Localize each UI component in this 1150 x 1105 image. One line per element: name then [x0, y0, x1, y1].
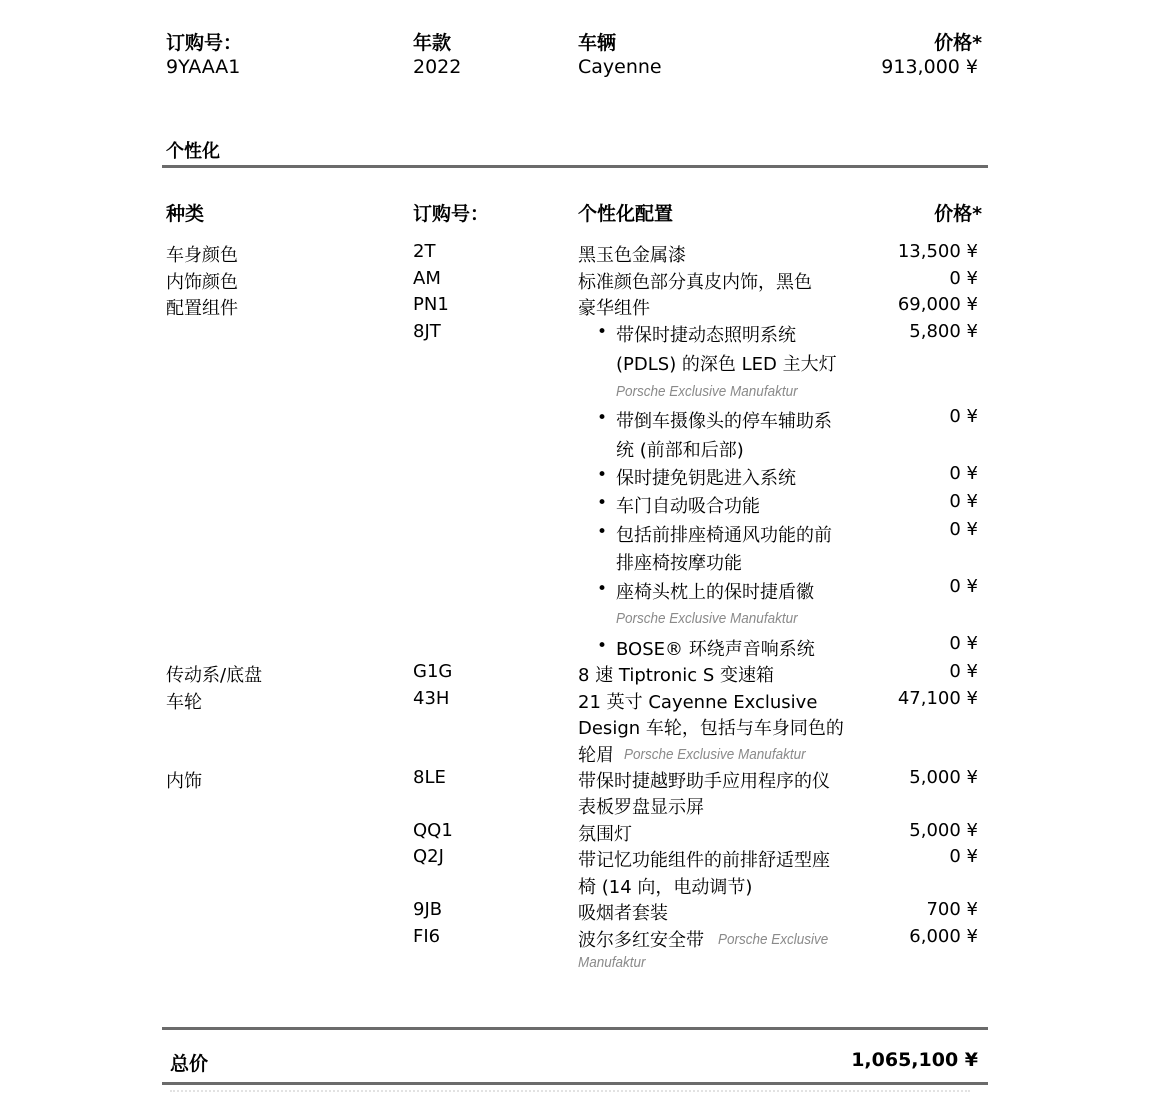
item-line: 带倒车摄像头的停车辅助系 [616, 411, 832, 432]
col-price-header: 价格* [934, 203, 982, 225]
row-description: 21 英寸 Cayenne Exclusive [578, 692, 818, 713]
manufaktur-note [624, 744, 826, 763]
section-title: 个性化 [166, 141, 220, 162]
manufaktur-note [616, 608, 818, 627]
item-line: 带保时捷动态照明系统 [616, 325, 796, 346]
manufaktur-note-text: Porsche Exclusive Manufaktur [616, 383, 798, 400]
bullet-icon: • [597, 465, 608, 485]
total-label: 总价 [170, 1053, 209, 1075]
row-price: 13,500 ¥ [897, 241, 978, 262]
manufaktur-note-text: Porsche Exclusive Manufaktur [624, 746, 806, 763]
total-divider-bottom [162, 1082, 988, 1085]
row-price: 0 ¥ [949, 463, 978, 484]
row-price: 0 ¥ [949, 491, 978, 512]
row-code: 9JB [413, 899, 443, 920]
row-price: 0 ¥ [949, 633, 978, 654]
row-price: 700 ¥ [926, 899, 978, 920]
row-description: Design 车轮，包括与车身同色的 [578, 718, 844, 739]
item-line: 包括前排座椅通风功能的前 [616, 525, 832, 546]
row-price: 0 ¥ [949, 268, 978, 289]
row-code: 2T [413, 241, 436, 262]
row-code: 8LE [413, 767, 446, 788]
row-price: 47,100 ¥ [897, 688, 978, 709]
manufaktur-note-text: Porsche Exclusive Manufaktur [616, 610, 798, 627]
col-category-header: 种类 [166, 203, 205, 225]
order-no-value: 9YAAA1 [166, 56, 241, 78]
row-category: 车身颜色 [166, 245, 238, 266]
row-price: 5,800 ¥ [909, 321, 978, 342]
row-price: 5,000 ¥ [909, 820, 978, 841]
row-description: 黑玉色金属漆 [578, 245, 686, 266]
row-price: 0 ¥ [949, 846, 978, 867]
bullet-icon: • [597, 579, 608, 599]
item-line: 保时捷免钥匙进入系统 [616, 468, 796, 489]
row-category: 内饰颜色 [166, 272, 238, 293]
bullet-icon: • [597, 522, 608, 542]
row-code: G1G [413, 661, 453, 682]
row-description: 带保时捷越野助手应用程序的仪 [578, 771, 830, 792]
item-line: 座椅头枕上的保时捷盾徽 [616, 582, 814, 603]
row-description: 带记忆功能组件的前排舒适型座 [578, 850, 830, 871]
row-code: 8JT [413, 321, 441, 342]
row-category: 内饰 [166, 771, 202, 792]
row-code: FI6 [413, 926, 441, 947]
item-line: 排座椅按摩功能 [616, 553, 742, 574]
row-category: 配置组件 [166, 298, 238, 319]
row-category: 车轮 [166, 692, 202, 713]
row-code: QQ1 [413, 820, 453, 841]
item-line: 统 (前部和后部) [616, 440, 744, 461]
manufaktur-note [718, 929, 841, 948]
row-price: 0 ¥ [949, 661, 978, 682]
row-price: 5,000 ¥ [909, 767, 978, 788]
row-description: 吸烟者套装 [578, 903, 668, 924]
row-price: 0 ¥ [949, 406, 978, 427]
row-code: PN1 [413, 294, 449, 315]
col-code-header: 订购号： [413, 203, 490, 225]
row-description: 氛围灯 [578, 824, 632, 845]
page-cutoff-line [170, 1090, 970, 1092]
row-description: 标准颜色部分真皮内饰，黑色 [578, 272, 812, 293]
price-label: 价格* [934, 32, 982, 54]
total-value: 1,065,100 ¥ [851, 1049, 978, 1071]
bullet-icon: • [597, 493, 608, 513]
row-category: 传动系/底盘 [166, 665, 263, 686]
item-line: BOSE® 环绕声音响系统 [616, 639, 815, 660]
manufaktur-note [616, 381, 818, 400]
model-year-value: 2022 [413, 56, 462, 78]
row-description: 豪华组件 [578, 298, 650, 319]
manufaktur-note-text: Porsche Exclusive [718, 931, 829, 948]
row-description: 波尔多红安全带 [578, 930, 704, 951]
bullet-icon: • [597, 322, 608, 342]
row-code: AM [413, 268, 441, 289]
bullet-icon: • [597, 408, 608, 428]
row-code: 43H [413, 688, 450, 709]
row-price: 0 ¥ [949, 576, 978, 597]
row-description: 轮眉 [578, 745, 614, 766]
vehicle-label: 车辆 [578, 32, 617, 54]
row-price: 6,000 ¥ [909, 926, 978, 947]
row-description: 椅 (14 向，电动调节) [578, 877, 753, 898]
item-line: (PDLS) 的深色 LED 主大灯 [616, 354, 837, 375]
base-price-value: 913,000 ¥ [881, 56, 978, 78]
row-description: 8 速 Tiptronic S 变速箱 [578, 665, 775, 686]
row-price: 69,000 ¥ [897, 294, 978, 315]
order-no-label: 订购号： [166, 32, 243, 54]
vehicle-value: Cayenne [578, 56, 662, 78]
manufaktur-note [578, 952, 653, 971]
section-divider [162, 165, 988, 168]
row-description: 表板罗盘显示屏 [578, 797, 704, 818]
total-divider-top [162, 1027, 988, 1030]
model-year-label: 年款 [413, 32, 452, 54]
row-price: 0 ¥ [949, 519, 978, 540]
col-config-header: 个性化配置 [578, 203, 674, 225]
item-line: 车门自动吸合功能 [616, 496, 760, 517]
row-code: Q2J [413, 846, 444, 867]
manufaktur-note-text: Manufaktur [578, 954, 646, 971]
bullet-icon: • [597, 636, 608, 656]
